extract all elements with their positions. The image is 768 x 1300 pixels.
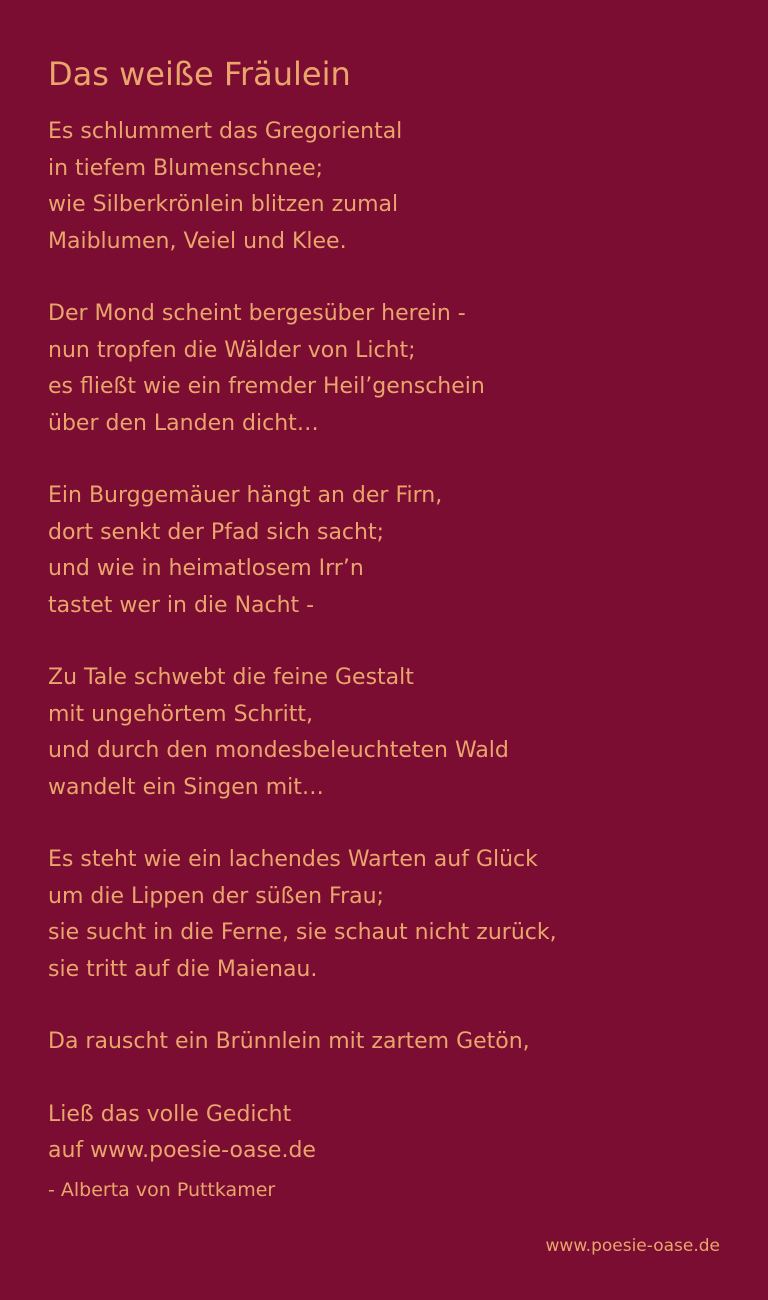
poem-line: Maiblumen, Veiel und Klee. — [48, 228, 347, 254]
poem-line: um die Lippen der süßen Frau; — [48, 883, 384, 909]
poem-line: Es schlummert das Gregoriental — [48, 119, 403, 144]
poem-line: Der Mond scheint bergesüber herein - — [48, 301, 466, 326]
poem-line: über den Landen dicht… — [48, 410, 319, 436]
poem-line: dort senkt der Pfad sich sacht; — [48, 519, 385, 545]
stanza — [48, 478, 728, 624]
poem-line: mit ungehörtem Schritt, — [48, 701, 313, 727]
footer-site-url: www.poesie-oase.de — [545, 1236, 720, 1256]
stanza — [48, 1024, 728, 1061]
poem-line: und wie in heimatlosem Irr’n — [48, 556, 364, 581]
poem-line: sie sucht in die Ferne, sie schaut nicht zurück, — [48, 920, 557, 945]
stanza — [48, 114, 728, 260]
poem-line: Ein Burggemäuer hängt an der Firn, — [48, 483, 443, 508]
poem-line: Zu Tale schwebt die feine Gestalt — [48, 665, 414, 690]
poem-line: nun tropfen die Wälder von Licht; — [48, 337, 416, 363]
stanza — [48, 296, 728, 442]
poem-line: und durch den mondesbeleuchteten Wald — [48, 738, 509, 763]
poem-line: in tiefem Blumenschnee; — [48, 155, 324, 181]
poem-line: es fließt wie ein fremder Heil’genschein — [48, 374, 485, 399]
stanza — [48, 842, 728, 988]
stanza — [48, 660, 728, 806]
poem-line: sie tritt auf die Maienau. — [48, 956, 318, 982]
poem-line: wandelt ein Singen mit… — [48, 774, 324, 800]
read-more-link-line: auf www.poesie-oase.de — [48, 1138, 316, 1163]
poem-card — [48, 52, 728, 1204]
poem-line: tastet wer in die Nacht - — [48, 592, 315, 618]
poem-title: Das weiße Fräulein — [48, 55, 351, 93]
read-more-line: Ließ das volle Gedicht — [48, 1101, 292, 1127]
poem-line: Da rauscht ein Brünnlein mit zartem Getön, — [48, 1029, 530, 1054]
read-more-note — [48, 1097, 728, 1170]
poem-line: wie Silberkrönlein blitzen zumal — [48, 192, 399, 217]
poem-author: - Alberta von Puttkamer — [48, 1178, 276, 1201]
poem-line: Es steht wie ein lachendes Warten auf Glück — [48, 847, 538, 872]
